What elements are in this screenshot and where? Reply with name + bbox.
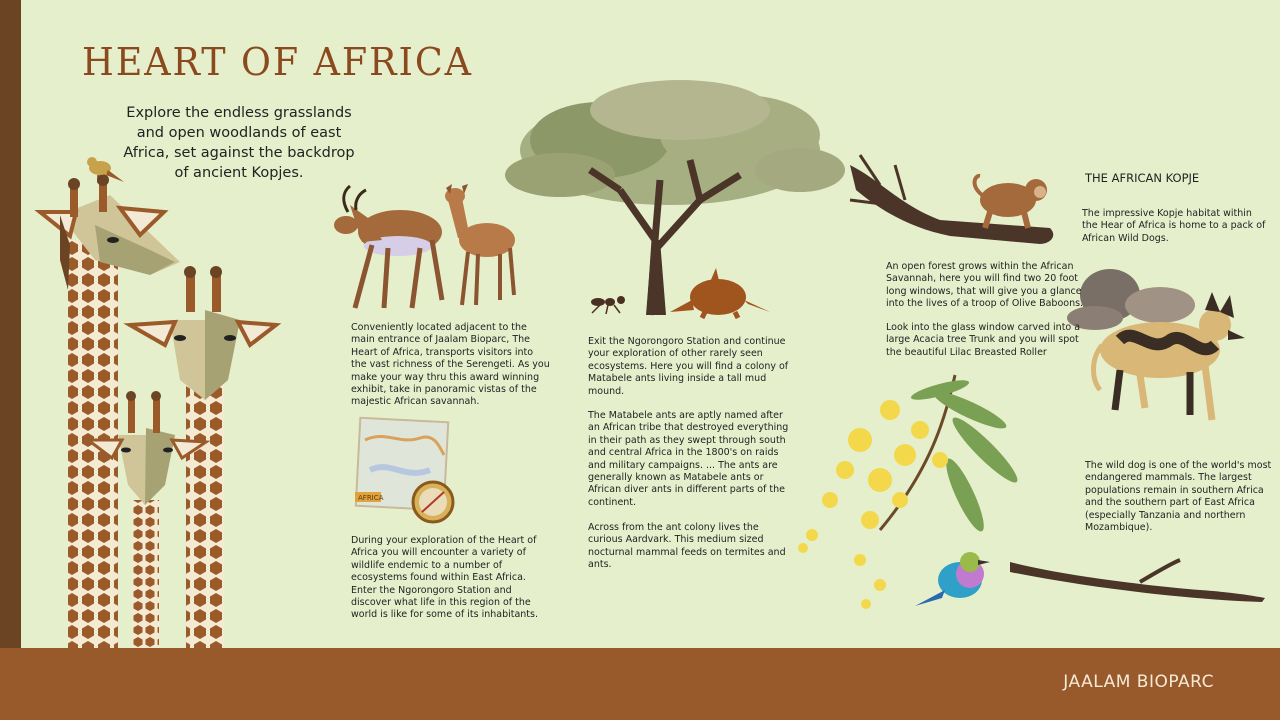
lilac-breasted-roller-illustration [915, 552, 990, 606]
column2-paragraph3: Across from the ant colony lives the curious Aardvark. This medium sized nocturnal mammal feeds on termites and ants. [588, 522, 786, 571]
column4-paragraph2: The wild dog is one of the world's most endangered mammals. The largest populations remain in southern Africa and the southern part of East Africa (especially Tanzania and northern Mozambique). [1085, 460, 1272, 534]
footer-brand: JAALAM BIOPARC [1063, 672, 1214, 692]
column4-paragraph1: The impressive Kopje habitat within the Hear of Africa is home to a pack of African Wild Dogs. [1082, 208, 1266, 244]
acacia-tree-illustration [505, 80, 845, 315]
ant-illustration [591, 296, 625, 314]
acacia-flowers-illustration [798, 375, 1023, 609]
intro-text: Explore the endless grasslands and open woodlands of east Africa, set against the backdrop of ancient Kopjes. [123, 105, 355, 181]
kopje-heading: THE AFRICAN KOPJE [1085, 171, 1200, 185]
column1-paragraph2: During your exploration of the Heart of Africa you will encounter a variety of wildlife endemic to a number of ecosystems found within East Africa. Enter the Ngorongoro Station and discover what life in this region of the world is like for some of its inhabitants. [351, 535, 538, 621]
column3-paragraph2: Look into the glass window carved into a large Acacia tree Trunk and you will spot the beautiful Lilac Breasted Roller [886, 322, 1081, 358]
footer-bar [0, 648, 1280, 720]
column1-paragraph1: Conveniently located adjacent to the main entrance of Jaalam Bioparc, The Heart of Africa, transports visitors into the vast richness of the Serengeti. As you make your way thru this award winning exhibit, take in panoramic vistas of the majestic African savannah. [351, 322, 550, 408]
column2-paragraph1: Exit the Ngorongoro Station and continue your exploration of other rarely seen ecosystems. Here you will find a colony of Matabele ants living inside a tall mud mound. [588, 336, 789, 397]
giraffes-illustration [40, 157, 276, 648]
aardvark-illustration [670, 268, 770, 318]
column2-paragraph2: The Matabele ants are aptly named after an African tribe that destroyed everything in their path as they swept through south and central Africa in the 1800's on raids and military campaigns. ... The ants are generally known as Matabele ants or African diver ants in different parts of the continent. [588, 410, 789, 508]
antelopes-illustration [334, 184, 515, 308]
baboon-branch-illustration [850, 155, 1053, 244]
kopje-rocks-illustration [1067, 269, 1195, 330]
map-label: AFRICA [358, 494, 384, 502]
map-compass-illustration [355, 418, 453, 522]
branch-illustration [1010, 560, 1265, 602]
column3-paragraph1: An open forest grows within the African Savannah, here you will find two 20 foot long windows, that will give you a glance into the lives of a troop of Olive Baboons. [886, 261, 1084, 310]
page-title: HEART OF AFRICA [82, 40, 473, 84]
